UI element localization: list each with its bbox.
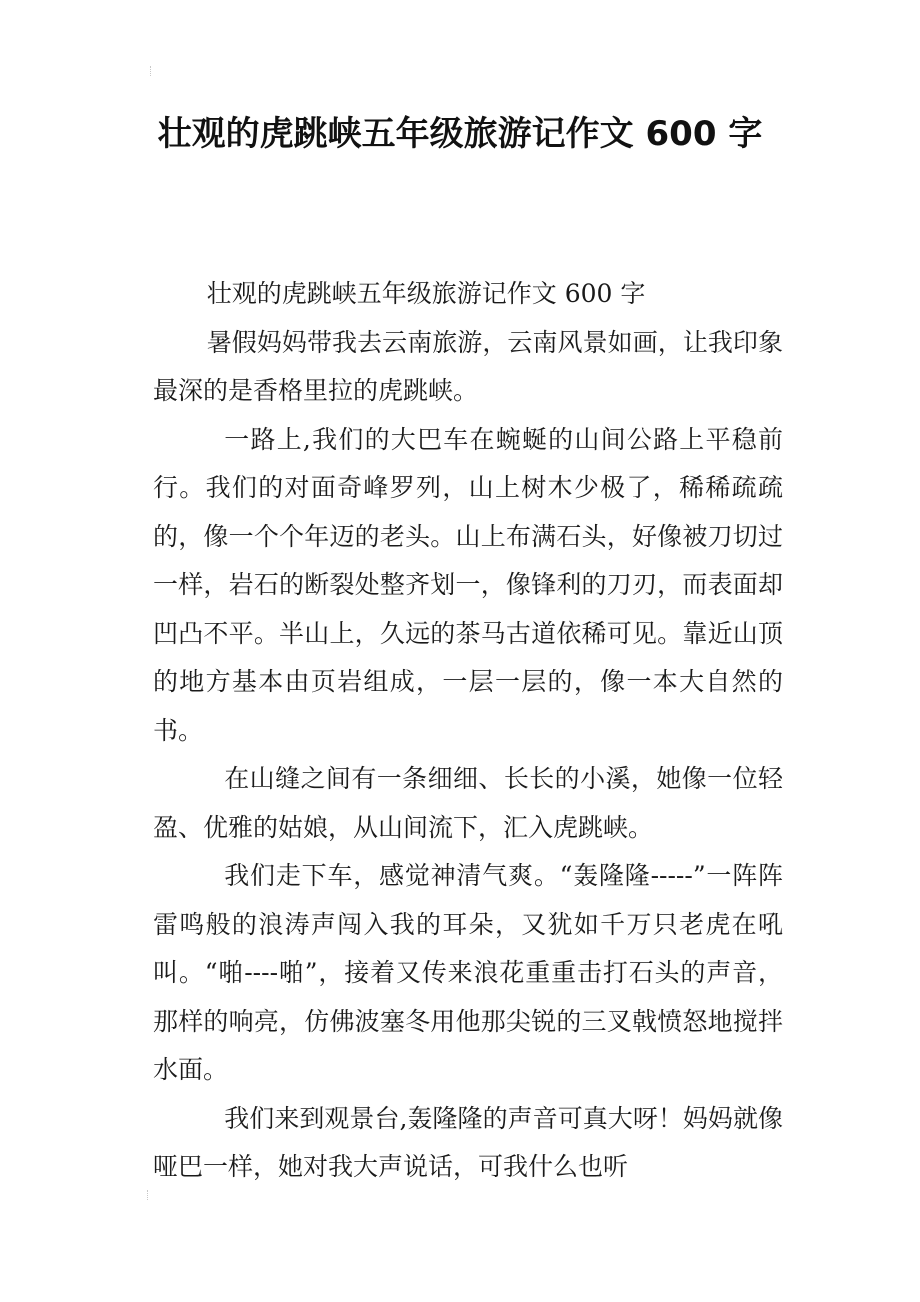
paragraph-2: 一路上,我们的大巴车在蜿蜒的山间公路上平稳前行。我们的对面奇峰罗列，山上树木少极了，稀稀疏疏的，像一个个年迈的老头。山上布满石头，好像被刀切过一样，岩石的断裂处整齐划一，像锋利的刀刃，而表面却凹凸不平。半山上，久远的茶马古道依稀可见。靠近山顶的地方基本由页岩组成，一层一层的，像一本大自然的书。 [153, 424, 783, 745]
paragraph-subtitle: 壮观的虎跳峡五年级旅游记作文 600 字 [206, 279, 646, 308]
paragraph-1: 暑假妈妈带我去云南旅游，云南风景如画，让我印象最深的是香格里拉的虎跳峡。 [153, 327, 783, 405]
paragraph-3: 在山缝之间有一条细细、长长的小溪，她像一位轻盈、优雅的姑娘，从山间流下，汇入虎跳峡。 [153, 764, 783, 842]
paragraph-4: 我们走下车，感觉神清气爽。“轰隆隆-----”一阵阵雷鸣般的浪涛声闯入我的耳朵，又犹如千万只老虎在吼叫。“啪----啪”，接着又传来浪花重重击打石头的声音，那样的响亮，仿佛波塞冬用他那尖锐的三叉戟愤怒地搅拌水面。 [153, 861, 783, 1084]
top-corner-mark [150, 66, 157, 76]
document-body [153, 270, 783, 1192]
document-title: 壮观的虎跳峡五年级旅游记作文 600 字 [157, 114, 763, 154]
paragraph-5: 我们来到观景台,轰隆隆的声音可真大呀！妈妈就像哑巴一样，她对我大声说话，可我什么也听 [153, 1103, 783, 1181]
bottom-corner-mark [147, 1190, 154, 1200]
